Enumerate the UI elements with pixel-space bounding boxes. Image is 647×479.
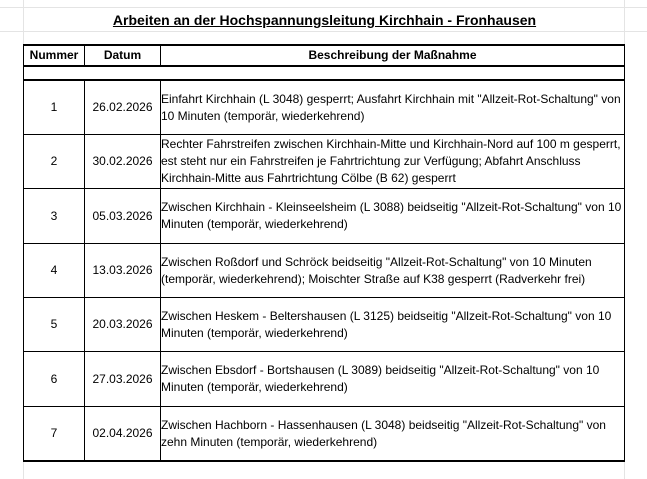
column-header-description: Beschreibung der Maßnahme [161, 45, 625, 66]
table-row [24, 189, 625, 244]
cell-number: 1 [24, 80, 85, 135]
cell-date: 02.04.2026 [85, 407, 161, 462]
column-header-number: Nummer [24, 45, 85, 66]
gridline [0, 7, 647, 8]
table-header-row [24, 45, 625, 66]
table-row [24, 135, 625, 189]
table-row [24, 244, 625, 298]
cell-date: 13.03.2026 [85, 244, 161, 298]
cell-description: Zwischen Ebsdorf - Bortshausen (L 3089) beidseitig "Allzeit-Rot-Schaltung" von 10 Minuten (temporär, wiederkehrend) [161, 352, 625, 407]
gridline [0, 31, 647, 32]
cell-description: Zwischen Roßdorf und Schröck beidseitig "Allzeit-Rot-Schaltung" von 10 Minuten (temporär, wiederkehrend); Moischter Straße auf K38 gesperrt (Radverkehr frei) [161, 244, 625, 298]
cell-description: Einfahrt Kirchhain (L 3048) gesperrt; Ausfahrt Kirchhain mit "Allzeit-Rot-Schaltung" von 10 Minuten (temporär, wiederkehrend) [161, 80, 625, 135]
table-row [24, 352, 625, 407]
spacer-cell [24, 66, 625, 80]
table-row [24, 407, 625, 462]
document-title: Arbeiten an der Hochspannungsleitung Kirchhain - Fronhausen [112, 12, 537, 28]
cell-number: 3 [24, 189, 85, 244]
table-row [24, 80, 625, 135]
cell-number: 2 [24, 135, 85, 189]
cell-description: Rechter Fahrstreifen zwischen Kirchhain-Mitte und Kirchhain-Nord auf 100 m gesperrt, est steht nur ein Fahrstreifen je Fahrtrichtung zur Verfügung; Abfahrt Anschluss Kirchhain-Mitte aus Fahrtrichtung Cölbe (B 62) gesperrt [161, 135, 625, 189]
cell-number: 6 [24, 352, 85, 407]
cell-number: 5 [24, 298, 85, 352]
cell-description: Zwischen Kirchhain - Kleinseelsheim (L 3088) beidseitig "Allzeit-Rot-Schaltung" von 10 Minuten (temporär, wiederkehrend) [161, 189, 625, 244]
cell-date: 05.03.2026 [85, 189, 161, 244]
cell-date: 30.02.2026 [85, 135, 161, 189]
works-table [23, 44, 625, 462]
table-spacer-row [24, 66, 625, 80]
cell-date: 20.03.2026 [85, 298, 161, 352]
table-row [24, 298, 625, 352]
cell-date: 26.02.2026 [85, 80, 161, 135]
cell-description: Zwischen Hachborn - Hassenhausen (L 3048) beidseitig "Allzeit-Rot-Schaltung" von zehn Minuten (temporär, wiederkehrend) [161, 407, 625, 462]
cell-date: 27.03.2026 [85, 352, 161, 407]
cell-number: 7 [24, 407, 85, 462]
column-header-date: Datum [85, 45, 161, 66]
cell-number: 4 [24, 244, 85, 298]
cell-description: Zwischen Heskem - Beltershausen (L 3125) beidseitig "Allzeit-Rot-Schaltung" von 10 Minuten (temporär, wiederkehrend) [161, 298, 625, 352]
